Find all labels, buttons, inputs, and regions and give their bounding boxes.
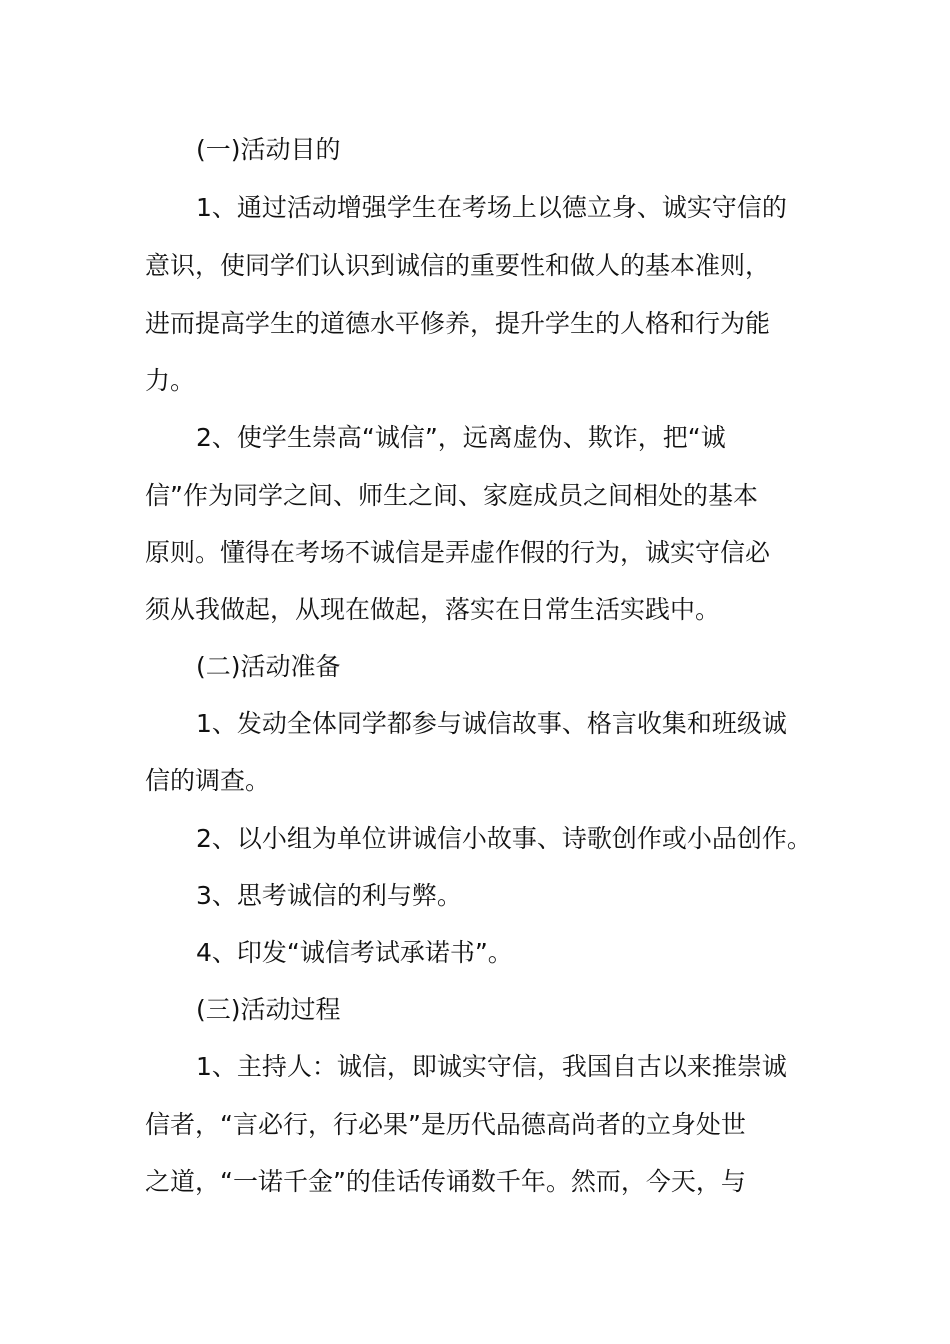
paragraph-line: 进而提高学生的道德水平修养，提升学生的人格和行为能 xyxy=(145,309,771,338)
paragraph-line: 信”作为同学之间、师生之间、家庭成员之间相处的基本 xyxy=(145,481,758,510)
section-heading-3: (三)活动过程 xyxy=(196,995,341,1024)
paragraph-line: 2、以小组为单位讲诚信小故事、诗歌创作或小品创作。 xyxy=(196,824,812,853)
paragraph-line: 力。 xyxy=(145,366,196,395)
section-heading-2: (二)活动准备 xyxy=(196,652,341,681)
paragraph-line: 1、通过活动增强学生在考场上以德立身、诚实守信的 xyxy=(196,193,787,222)
paragraph-line: 2、使学生崇高“诚信”，远离虚伪、欺诈，把“诚 xyxy=(196,423,726,452)
paragraph-line: 之道，“一诺千金”的佳话传诵数千年。然而，今天，与 xyxy=(145,1167,746,1196)
paragraph-line: 须从我做起，从现在做起，落实在日常生活实践中。 xyxy=(145,595,721,624)
paragraph-line: 原则。懂得在考场不诚信是弄虚作假的行为，诚实守信必 xyxy=(145,538,771,567)
paragraph-line: 1、发动全体同学都参与诚信故事、格言收集和班级诚 xyxy=(196,709,787,738)
paragraph-line: 3、思考诚信的利与弊。 xyxy=(196,881,462,910)
paragraph-line: 信的调查。 xyxy=(145,766,271,795)
paragraph-line: 意识，使同学们认识到诚信的重要性和做人的基本准则， xyxy=(145,251,771,280)
paragraph-line: 4、印发“诚信考试承诺书”。 xyxy=(196,938,513,967)
paragraph-line: 1、主持人：诚信，即诚实守信，我国自古以来推崇诚 xyxy=(196,1052,787,1081)
paragraph-line: 信者，“言必行，行必果”是历代品德高尚者的立身处世 xyxy=(145,1110,746,1139)
section-heading-1: (一)活动目的 xyxy=(196,135,341,164)
